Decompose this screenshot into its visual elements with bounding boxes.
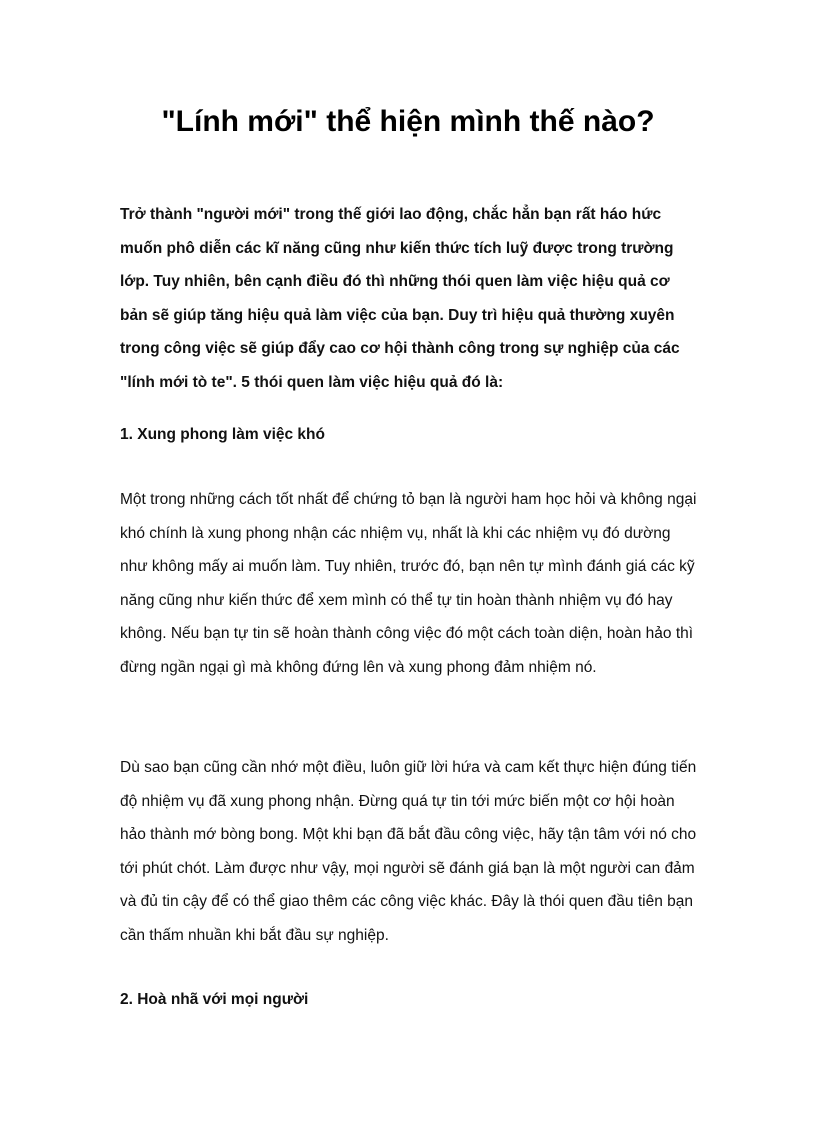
section-1-heading: 1. Xung phong làm việc khó: [120, 426, 325, 443]
document-title: "Lính mới" thể hiện mình thế nào?: [161, 105, 655, 138]
intro-paragraph: Trở thành "người mới" trong thế giới lao động, chắc hẳn bạn rất háo hức muốn phô diễn các kĩ năng cũng như kiến thức tích luỹ được trong trường lớp. Tuy nhiên, bên cạnh điều đó thì những thói quen làm việc hiệu quả cơ bản sẽ giúp tăng hiệu quả làm việc của bạn. Duy trì hiệu quả thường xuyên trong công việc sẽ giúp đẩy cao cơ hội thành công trong sự nghiệp của các "lính mới tò te". 5 thói quen làm việc hiệu quả đó là:: [120, 206, 680, 391]
section-2-heading: 2. Hoà nhã với mọi người: [120, 991, 309, 1008]
section-1-paragraph-1: Một trong những cách tốt nhất để chứng tỏ bạn là người ham học hỏi và không ngại khó chính là xung phong nhận các nhiệm vụ, nhất là khi các nhiệm vụ đó dường như không mấy ai muốn làm. Tuy nhiên, trước đó, bạn nên tự mình đánh giá các kỹ năng cũng như kiến thức để xem mình có thể tự tin hoàn thành nhiệm vụ đó hay không. Nếu bạn tự tin sẽ hoàn thành công việc đó một cách toàn diện, hoàn hảo thì đừng ngần ngại gì mà không đứng lên và xung phong đảm nhiệm nó.: [120, 491, 697, 676]
section-1-paragraph-2: Dù sao bạn cũng cần nhớ một điều, luôn giữ lời hứa và cam kết thực hiện đúng tiến độ nhiệm vụ đã xung phong nhận. Đừng quá tự tin tới mức biến một cơ hội hoàn hảo thành mớ bòng bong. Một khi bạn đã bắt đầu công việc, hãy tận tâm với nó cho tới phút chót. Làm được như vậy, mọi người sẽ đánh giá bạn là một người can đảm và đủ tin cậy để có thể giao thêm các công việc khác. Đây là thói quen đầu tiên bạn cần thấm nhuần khi bắt đầu sự nghiệp.: [120, 759, 697, 944]
